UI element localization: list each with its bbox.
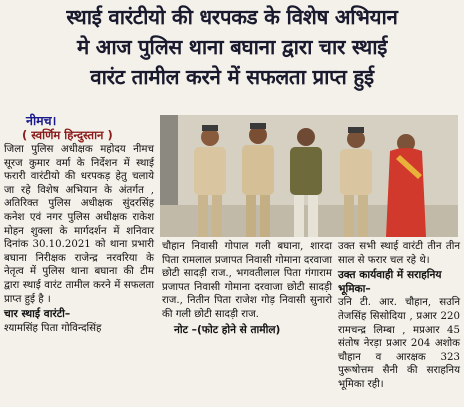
left-subheading: चार स्थाई वारंटी–	[4, 308, 71, 321]
middle-column	[162, 240, 332, 337]
news-photo	[160, 115, 458, 237]
left-column	[4, 143, 154, 335]
headline-line-3: वारंट तामील करने में सफलता प्राप्त हुई	[90, 65, 374, 89]
body-paragraph-5: उनि टी. आर. चौहान, सउनि तेजसिंह सिसोदिया , प्रआर 220 रामचन्द्र लिम्बा , मप्रआर 45 संतोष नेरड़ा प्रआर 204 अशोक चौहान व आरक्षक 323 पुरूषोत्तम सैनी की सराहनिय भूमिका रही।	[338, 297, 460, 390]
body-paragraph-3: चौहान निवासी गोपाल गली बघाना, शारदा पिता रामलाल प्रजापत निवासी गोमाना दरवाजा छोटी सादड़ी राज., भगवतीलाल पिता गंगाराम प्रजापत निवासी गोमाना दरवाजा छोटी सादड़ी राज., नितीन पिता राजेश गोड़ निवासी सुनारो की गली छोटी सादड़ी राज.	[162, 241, 332, 320]
body-paragraph-1: जिला पुलिस अधीक्षक महोदय नीमच सूरज कुमार वर्मा के निर्देशन में स्थाई फरारी वारंटीयो की धरपकड़ हेतु चलाये जा रहे विशेष अभियान के अंतर्गत , अतिरिक्त पुलिस अधीक्षक सुंदरसिंह कनेश एवं नगर पुलिस अधीक्षक राकेश मोहन शुक्ला के मार्गदर्शन में शनिवार दिनांक 30.10.2021 को थाना प्रभारी बघाना निरीक्षक राजेन्द्र नरवरिया के नेतृत्व में पुलिस थाना बघाना की टीम द्वारा स्थाई वारंट तामील करने में सफलता प्राप्त हुई है ।	[4, 144, 154, 305]
right-subheading: उक्त कार्यवाही में सराहनिय भूमिका–	[338, 269, 442, 295]
dateline-source: ( स्वर्णिम हिन्दुस्तान )	[22, 128, 113, 142]
right-column	[338, 240, 460, 392]
photo-note: नोट –(फोट होने से तामील)	[174, 323, 281, 336]
group-photo-icon	[160, 115, 458, 237]
body-paragraph-2: श्यामसिंह पिता गोविन्दसिंह	[4, 322, 102, 334]
headline-line-1: स्थाई वारंटीयो की धरपकड के विशेष अभियान	[66, 5, 398, 29]
body-paragraph-4: उक्त सभी स्थाई वारंटी तीन तीन साल से फरार चल रहे थे।	[338, 241, 460, 266]
headline-line-2: मे आज पुलिस थाना बघाना द्वारा चार स्थाई	[76, 35, 388, 59]
dateline-place: नीमच।	[26, 113, 57, 128]
article-headline	[4, 2, 460, 92]
